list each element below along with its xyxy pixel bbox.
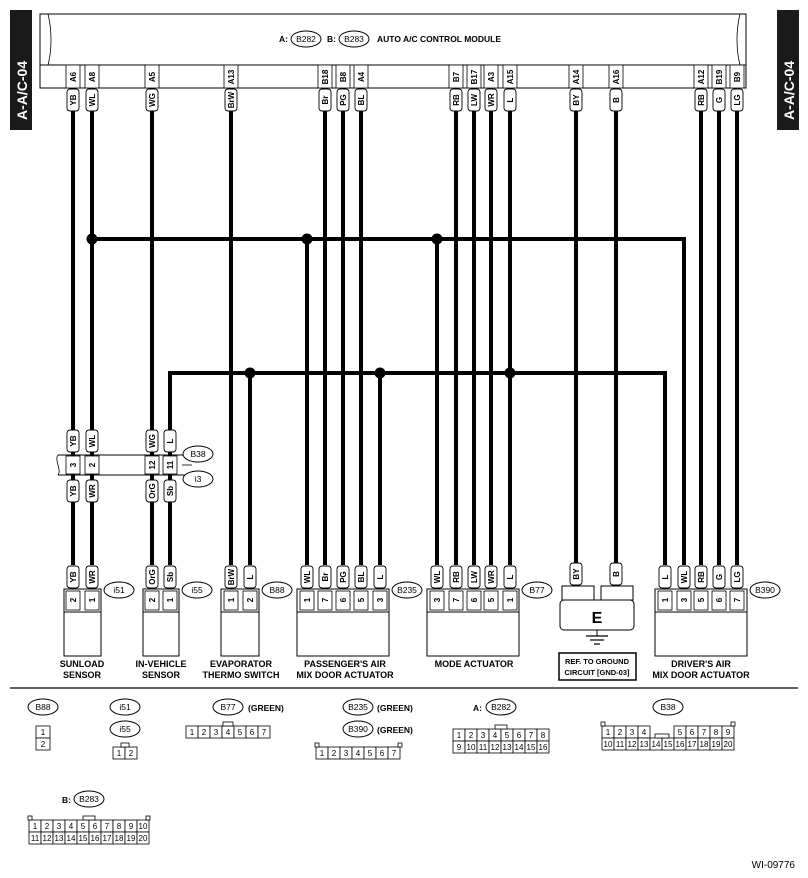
passenger-label-1: PASSENGER'S AIR — [304, 659, 386, 669]
legend-b38-r1a-num-2: 3 — [629, 728, 635, 737]
passenger-label-2: MIX DOOR ACTUATOR — [296, 670, 394, 680]
legend-b77-num-2: 3 — [213, 728, 219, 737]
legend-b390-num-0: 1 — [319, 749, 325, 758]
mode-wire-tag-3: WR — [487, 570, 496, 584]
legend-b282-r1-num-6: 7 — [528, 731, 534, 740]
module-pin-9: A3 — [487, 71, 496, 83]
legend-b38-r2-num-4: 14 — [651, 740, 661, 749]
joint-pin-2: 12 — [148, 460, 157, 470]
legend-b283-r2-num-1: 12 — [42, 834, 52, 843]
legend-b38-r2-num-9: 19 — [711, 740, 721, 749]
legend-b390-note: (GREEN) — [377, 725, 413, 735]
legend-b282-r2-num-1: 10 — [466, 743, 476, 752]
invehicle-pin-1: 1 — [166, 597, 175, 603]
module-conn-a-prefix: A: — [279, 34, 288, 44]
legend-b235-name: B235 — [348, 702, 368, 712]
legend-i55-num-1: 2 — [128, 749, 134, 758]
junction-dot-3 — [245, 368, 256, 379]
legend-b38-r2-num-10: 20 — [723, 740, 733, 749]
legend-b283-r1-num-1: 2 — [44, 822, 50, 831]
mode-pin-0: 3 — [433, 597, 442, 603]
legend-b282-r2-num-2: 11 — [478, 743, 488, 752]
legend-b283-r2-num-9: 20 — [138, 834, 148, 843]
wire-tag-top-15: LG — [733, 94, 742, 106]
legend-b283-r2-num-3: 14 — [66, 834, 76, 843]
legend-b38-r2-num-5: 15 — [663, 740, 673, 749]
legend-b282-r1-num-7: 8 — [540, 731, 546, 740]
legend-b77-name: B77 — [220, 702, 236, 712]
module-pin-5: B8 — [339, 71, 348, 83]
passenger-pin-3: 5 — [357, 597, 366, 603]
mode-pin-3: 5 — [487, 597, 496, 603]
mode-wire-tag-4: L — [506, 574, 515, 580]
joint-tag-top-0: YB — [69, 435, 78, 447]
legend-b283-r1-num-2: 3 — [56, 822, 62, 831]
legend-b38-r1b-num-3: 8 — [713, 728, 719, 737]
module-pin-15: B9 — [733, 71, 742, 83]
mode-wire-tag-1: RB — [452, 571, 461, 583]
legend-b235-note: (GREEN) — [377, 703, 413, 713]
junction-dot-2 — [432, 234, 443, 245]
connector-legend — [28, 699, 735, 844]
driver-body — [655, 612, 747, 656]
legend-b282-r2-num-7: 16 — [538, 743, 548, 752]
legend-b282-r1-num-0: 1 — [456, 731, 462, 740]
legend-b88-r1-num-0: 1 — [40, 728, 46, 737]
joint-pin-3: 11 — [166, 460, 175, 470]
legend-b38-r1b-num-4: 9 — [725, 728, 731, 737]
legend-b38-name: B38 — [660, 702, 676, 712]
wire-tag-top-3: BrW — [227, 91, 236, 109]
invehicle-conn-label: i55 — [191, 585, 203, 595]
wire-tag-top-2: WG — [148, 93, 157, 107]
joint-tag-top-1: WL — [88, 434, 97, 448]
invehicle-wire-tag-0: OrG — [148, 569, 157, 585]
evap-pin-1: 2 — [246, 597, 255, 603]
legend-b283-r2-num-8: 19 — [126, 834, 136, 843]
legend-b390-num-5: 6 — [379, 749, 385, 758]
mode-pin-1: 7 — [452, 597, 461, 603]
legend-b390-num-2: 3 — [343, 749, 349, 758]
evap-pin-0: 1 — [227, 597, 236, 603]
sunload-body — [64, 612, 101, 656]
driver-label-2: MIX DOOR ACTUATOR — [652, 670, 750, 680]
wire-tag-top-14: G — [715, 96, 724, 104]
legend-b38-r1b-num-1: 6 — [689, 728, 695, 737]
sunload-label-1: SUNLOAD — [59, 659, 105, 669]
passenger-wire-tag-1: Br — [321, 572, 330, 582]
legend-b282-r2-num-3: 12 — [490, 743, 500, 752]
side-tab-left — [10, 10, 32, 130]
module-pin-13: A12 — [697, 69, 706, 85]
evap-body — [221, 612, 259, 656]
legend-b283-r1-num-3: 4 — [68, 822, 74, 831]
legend-b38-r2-num-2: 12 — [627, 740, 637, 749]
mode-pin-2: 6 — [470, 597, 479, 603]
driver-pin-3: 6 — [715, 597, 724, 603]
driver-pin-0: 1 — [661, 597, 670, 603]
legend-b38-r2-num-3: 13 — [639, 740, 649, 749]
legend-b283-name: B283 — [79, 794, 99, 804]
driver-pin-2: 5 — [697, 597, 706, 603]
driver-wire-tag-0: L — [661, 574, 670, 580]
legend-b282-prefix: A: — [473, 703, 482, 713]
legend-b88-name: B88 — [35, 702, 51, 712]
legend-b282-r2-num-6: 15 — [526, 743, 536, 752]
joint-pins — [66, 430, 177, 502]
sunload-wire-tag-0: YB — [69, 571, 78, 583]
passenger-pin-1: 7 — [321, 597, 330, 603]
legend-b390-name: B390 — [348, 724, 368, 734]
module-title: AUTO A/C CONTROL MODULE — [377, 34, 502, 44]
legend-b282-r1-num-1: 2 — [468, 731, 474, 740]
passenger-conn-label: B235 — [397, 585, 417, 595]
legend-b38-r1a-num-3: 4 — [641, 728, 647, 737]
legend-b38-tab-r — [731, 722, 735, 726]
module-pins — [66, 65, 744, 88]
module-pin-0: A6 — [69, 71, 78, 83]
legend-b390-num-3: 4 — [355, 749, 361, 758]
wire-tag-top-1: WL — [88, 93, 97, 107]
mode-body — [427, 612, 519, 656]
joint-pin-0: 3 — [69, 462, 78, 468]
wire-tag-top-11: BY — [572, 94, 581, 106]
invehicle-label-2: SENSOR — [141, 670, 181, 680]
legend-b38-r1a-num-0: 1 — [605, 728, 611, 737]
wire-tag-top-9: WR — [487, 93, 496, 107]
legend-b390-num-4: 5 — [367, 749, 373, 758]
evap-wire-tag-0: BrW — [227, 568, 236, 586]
module-pin-3: A13 — [227, 69, 236, 85]
wire-color-tags — [67, 89, 743, 111]
passenger-body — [297, 612, 389, 656]
junction-dot-1 — [302, 234, 313, 245]
joint-tag-top-2: WG — [148, 434, 157, 448]
module-pin-10: A15 — [506, 69, 515, 85]
legend-b282-r1-num-2: 3 — [480, 731, 486, 740]
passenger-pin-4: 3 — [376, 597, 385, 603]
passenger-pin-2: 6 — [339, 597, 348, 603]
mode-label-1: MODE ACTUATOR — [434, 659, 514, 669]
legend-b282-r1-num-3: 4 — [492, 731, 498, 740]
legend-b283-r1-num-8: 9 — [128, 822, 134, 831]
mode-wire-tag-0: WL — [433, 570, 442, 584]
module-pin-14: B19 — [715, 69, 724, 85]
module-pin-4: B18 — [321, 69, 330, 85]
evap-wire-tag-1: L — [246, 574, 255, 580]
legend-b282-r1-num-4: 5 — [504, 731, 510, 740]
driver-pin-1: 3 — [680, 597, 689, 603]
legend-b283-r1-num-7: 8 — [116, 822, 122, 831]
module-conn-a: B282 — [296, 34, 316, 44]
legend-i55-name: i55 — [119, 724, 131, 734]
driver-conn-label: B390 — [755, 585, 775, 595]
wire-tag-top-12: B — [612, 97, 621, 103]
legend-b282-r2-num-0: 9 — [456, 743, 462, 752]
wire-tag-top-5: PG — [339, 94, 348, 106]
sunload-pin-0: 2 — [69, 597, 78, 603]
legend-b38-r2-num-0: 10 — [603, 740, 613, 749]
legend-b283-r2-num-7: 18 — [114, 834, 124, 843]
evap-label-2: THERMO SWITCH — [202, 670, 280, 680]
module-pin-6: A4 — [357, 71, 366, 83]
driver-wire-tag-2: RB — [697, 571, 706, 583]
junction-dot-4 — [375, 368, 386, 379]
legend-b282-r2-num-4: 13 — [502, 743, 512, 752]
driver-wire-tag-3: G — [715, 573, 724, 581]
ground-letter: E — [591, 610, 603, 627]
legend-i51-name: i51 — [119, 702, 131, 712]
legend-b283-prefix: B: — [62, 795, 71, 805]
legend-b38-tab — [655, 734, 669, 738]
joint-tag-bottom-3: Sb — [166, 485, 175, 497]
legend-b38-r2-num-6: 16 — [675, 740, 685, 749]
passenger-wire-tag-0: WL — [303, 570, 312, 584]
legend-b38-tab-l — [601, 722, 605, 726]
invehicle-pin-0: 2 — [148, 597, 157, 603]
driver-pin-4: 7 — [733, 597, 742, 603]
invehicle-label-1: IN-VEHICLE — [135, 659, 187, 669]
module-pin-2: A5 — [148, 71, 157, 83]
junction-dot-0 — [87, 234, 98, 245]
module-pin-11: A14 — [572, 69, 581, 85]
legend-i55-num-0: 1 — [116, 749, 122, 758]
module-pin-7: B7 — [452, 71, 461, 83]
legend-b390-num-6: 7 — [391, 749, 397, 758]
figure-id: WI-09776 — [751, 860, 795, 871]
legend-b283-r1-num-0: 1 — [32, 822, 38, 831]
legend-b38-r1a-num-1: 2 — [617, 728, 623, 737]
side-tab-left-text: A-A/C-04 — [14, 60, 30, 120]
joint-pin-1: 2 — [88, 462, 97, 468]
ground-ref-line2: CIRCUIT [GND-03] — [564, 668, 630, 677]
legend-b283-tab-r — [146, 816, 150, 820]
sunload-conn-label: i51 — [113, 585, 125, 595]
joint-i3-label: i3 — [194, 474, 202, 484]
joint-tag-bottom-1: WR — [88, 484, 97, 498]
mode-conn-label: B77 — [529, 585, 545, 595]
joint-tag-bottom-2: OrG — [148, 483, 157, 499]
ground-wire-tag-0: BY — [572, 568, 581, 580]
legend-b283-r1-num-6: 7 — [104, 822, 110, 831]
module-pin-1: A8 — [88, 71, 97, 83]
passenger-wire-tag-4: L — [376, 574, 385, 580]
sunload-pin-1: 1 — [88, 597, 97, 603]
wire-tag-top-4: Br — [321, 95, 330, 105]
legend-b38-r2-num-7: 17 — [687, 740, 697, 749]
legend-b38-r1b-num-0: 5 — [677, 728, 683, 737]
legend-b282-r1-num-5: 6 — [516, 731, 522, 740]
junction-dot-5 — [505, 368, 516, 379]
legend-b38-r1b-num-2: 7 — [701, 728, 707, 737]
driver-wire-tag-4: LG — [733, 571, 742, 583]
joint-b38-label: B38 — [190, 449, 206, 459]
legend-b283-r1-num-9: 10 — [138, 822, 148, 831]
legend-b77-num-0: 1 — [189, 728, 195, 737]
invehicle-wire-tag-1: Sb — [166, 571, 175, 583]
legend-b77-num-1: 2 — [201, 728, 207, 737]
mode-pin-4: 1 — [506, 597, 515, 603]
wire-tag-top-10: L — [506, 97, 515, 103]
legend-b283-r2-num-2: 13 — [54, 834, 64, 843]
ground-ref-line1: REF. TO GROUND — [564, 657, 630, 666]
passenger-pin-0: 1 — [303, 597, 312, 603]
evap-conn-label: B88 — [269, 585, 285, 595]
legend-b282-name: B282 — [491, 702, 511, 712]
ground-terminal — [559, 586, 636, 680]
legend-b88-num-2: 2 — [40, 740, 46, 749]
legend-b77-num-4: 5 — [237, 728, 243, 737]
wire-tag-top-7: RB — [452, 94, 461, 106]
wire-tag-top-6: BL — [357, 94, 366, 106]
legend-b282-tab — [495, 725, 507, 729]
passenger-wire-tag-2: PG — [339, 571, 348, 583]
module-conn-b-prefix: B: — [327, 34, 336, 44]
invehicle-body — [143, 612, 179, 656]
side-tab-right-text: A-A/C-04 — [781, 60, 797, 120]
driver-wire-tag-1: WL — [680, 570, 689, 584]
mode-wire-tag-2: LW — [470, 571, 479, 583]
legend-b77-tab — [223, 722, 233, 726]
components — [60, 563, 780, 680]
legend-i55-tab — [121, 743, 129, 747]
legend-b77-num-6: 7 — [261, 728, 267, 737]
ground-wire-tag-1: B — [612, 571, 621, 577]
legend-b390-tab-r — [398, 743, 402, 747]
legend-b77-num-5: 6 — [249, 728, 255, 737]
legend-b390-num-1: 2 — [331, 749, 337, 758]
legend-b283-tab-l — [28, 816, 32, 820]
driver-label-1: DRIVER'S AIR — [671, 659, 731, 669]
legend-b77-num-3: 4 — [225, 728, 231, 737]
evap-label-1: EVAPORATOR — [209, 659, 273, 669]
wire-tag-top-8: LW — [470, 94, 479, 106]
sunload-label-2: SENSOR — [62, 670, 102, 680]
joint-tag-bottom-0: YB — [69, 485, 78, 497]
sunload-wire-tag-1: WR — [88, 570, 97, 584]
legend-b283-r1-num-5: 6 — [92, 822, 98, 831]
module-pin-12: A16 — [612, 69, 621, 85]
joint-tag-top-3: L — [166, 438, 175, 444]
legend-b283-r2-num-4: 15 — [78, 834, 88, 843]
legend-b283-r2-num-5: 16 — [90, 834, 100, 843]
legend-b282-r2-num-5: 14 — [514, 743, 524, 752]
legend-b283-tab — [83, 816, 95, 820]
wire-tag-top-13: RB — [697, 94, 706, 106]
wire-tag-top-0: YB — [69, 94, 78, 106]
module-pin-8: B17 — [470, 69, 479, 85]
passenger-wire-tag-3: BL — [357, 571, 366, 583]
legend-b77-note: (GREEN) — [248, 703, 284, 713]
legend-b283-r2-num-0: 11 — [30, 834, 40, 843]
legend-b38-r2-num-1: 11 — [615, 740, 625, 749]
module-conn-b: B283 — [344, 34, 364, 44]
legend-b38-r2-num-8: 18 — [699, 740, 709, 749]
legend-b283-r1-num-4: 5 — [80, 822, 86, 831]
side-tab-right — [777, 10, 799, 130]
legend-b283-r2-num-6: 17 — [102, 834, 112, 843]
legend-b390-tab-l — [315, 743, 319, 747]
